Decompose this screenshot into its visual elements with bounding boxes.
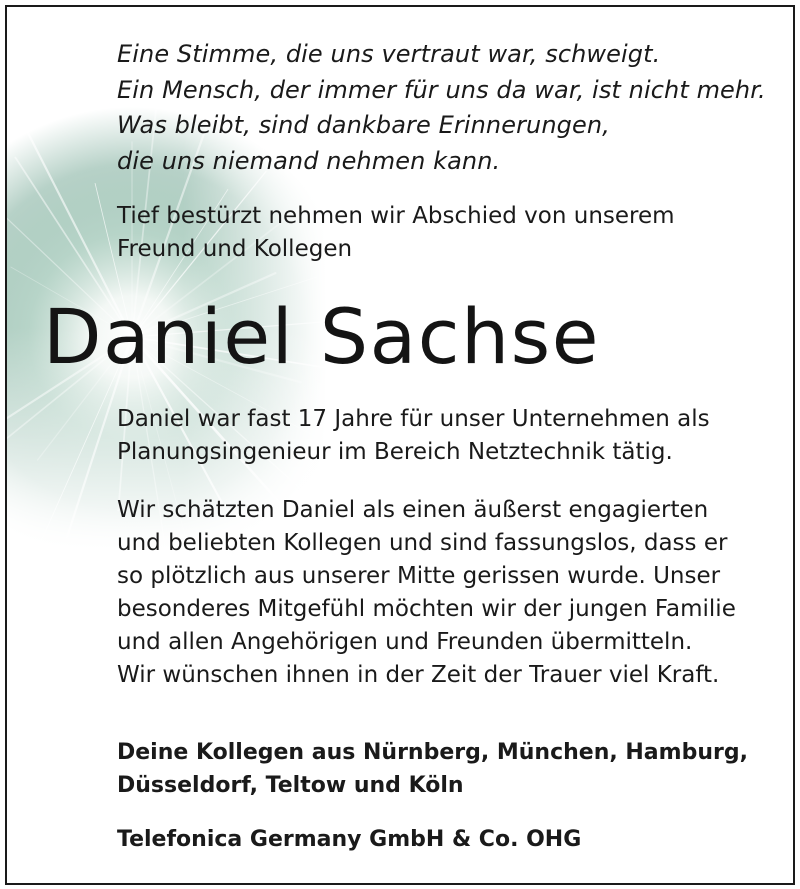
intro-line: Freund und Kollegen	[117, 236, 353, 262]
deceased-name: Daniel Sachse	[43, 292, 601, 381]
paragraph-line: Wir schätzten Daniel als einen äußerst engagierten	[117, 497, 709, 523]
paragraph-line: Planungsingenieur im Bereich Netztechnik tätig.	[117, 439, 673, 465]
paragraph-line: und beliebten Kollegen und sind fassungslos, dass er	[117, 530, 728, 556]
paragraph-line: Wir wünschen ihnen in der Zeit der Trauer viel Kraft.	[117, 662, 720, 688]
poem-line: die uns niemand nehmen kann.	[117, 146, 501, 175]
signature-company: Telefonica Germany GmbH & Co. OHG	[117, 827, 582, 852]
poem-line: Was bleibt, sind dankbare Erinnerungen,	[117, 111, 610, 139]
paragraph-line: so plötzlich aus unserer Mitte gerissen wurde. Unser	[117, 563, 721, 589]
obituary-content	[7, 7, 793, 883]
career-paragraph	[117, 403, 710, 469]
paragraph-line: und allen Angehörigen und Freunden übermitteln.	[117, 629, 693, 655]
farewell-intro	[117, 200, 675, 266]
condolence-paragraph	[117, 494, 736, 692]
signature-colleagues	[117, 736, 748, 802]
signature-line: Düsseldorf, Teltow und Köln	[117, 773, 464, 798]
signature-line: Deine Kollegen aus Nürnberg, München, Hamburg,	[117, 740, 748, 765]
obituary-frame	[5, 5, 795, 885]
poem-line: Eine Stimme, die uns vertraut war, schweigt.	[117, 40, 661, 68]
paragraph-line: besonderes Mitgefühl möchten wir der jungen Familie	[117, 596, 736, 622]
poem-line: Ein Mensch, der immer für uns da war, ist nicht mehr.	[117, 75, 766, 104]
intro-line: Tief bestürzt nehmen wir Abschied von unserem	[117, 203, 675, 229]
memorial-poem	[117, 37, 766, 179]
paragraph-line: Daniel war fast 17 Jahre für unser Unternehmen als	[117, 406, 710, 432]
